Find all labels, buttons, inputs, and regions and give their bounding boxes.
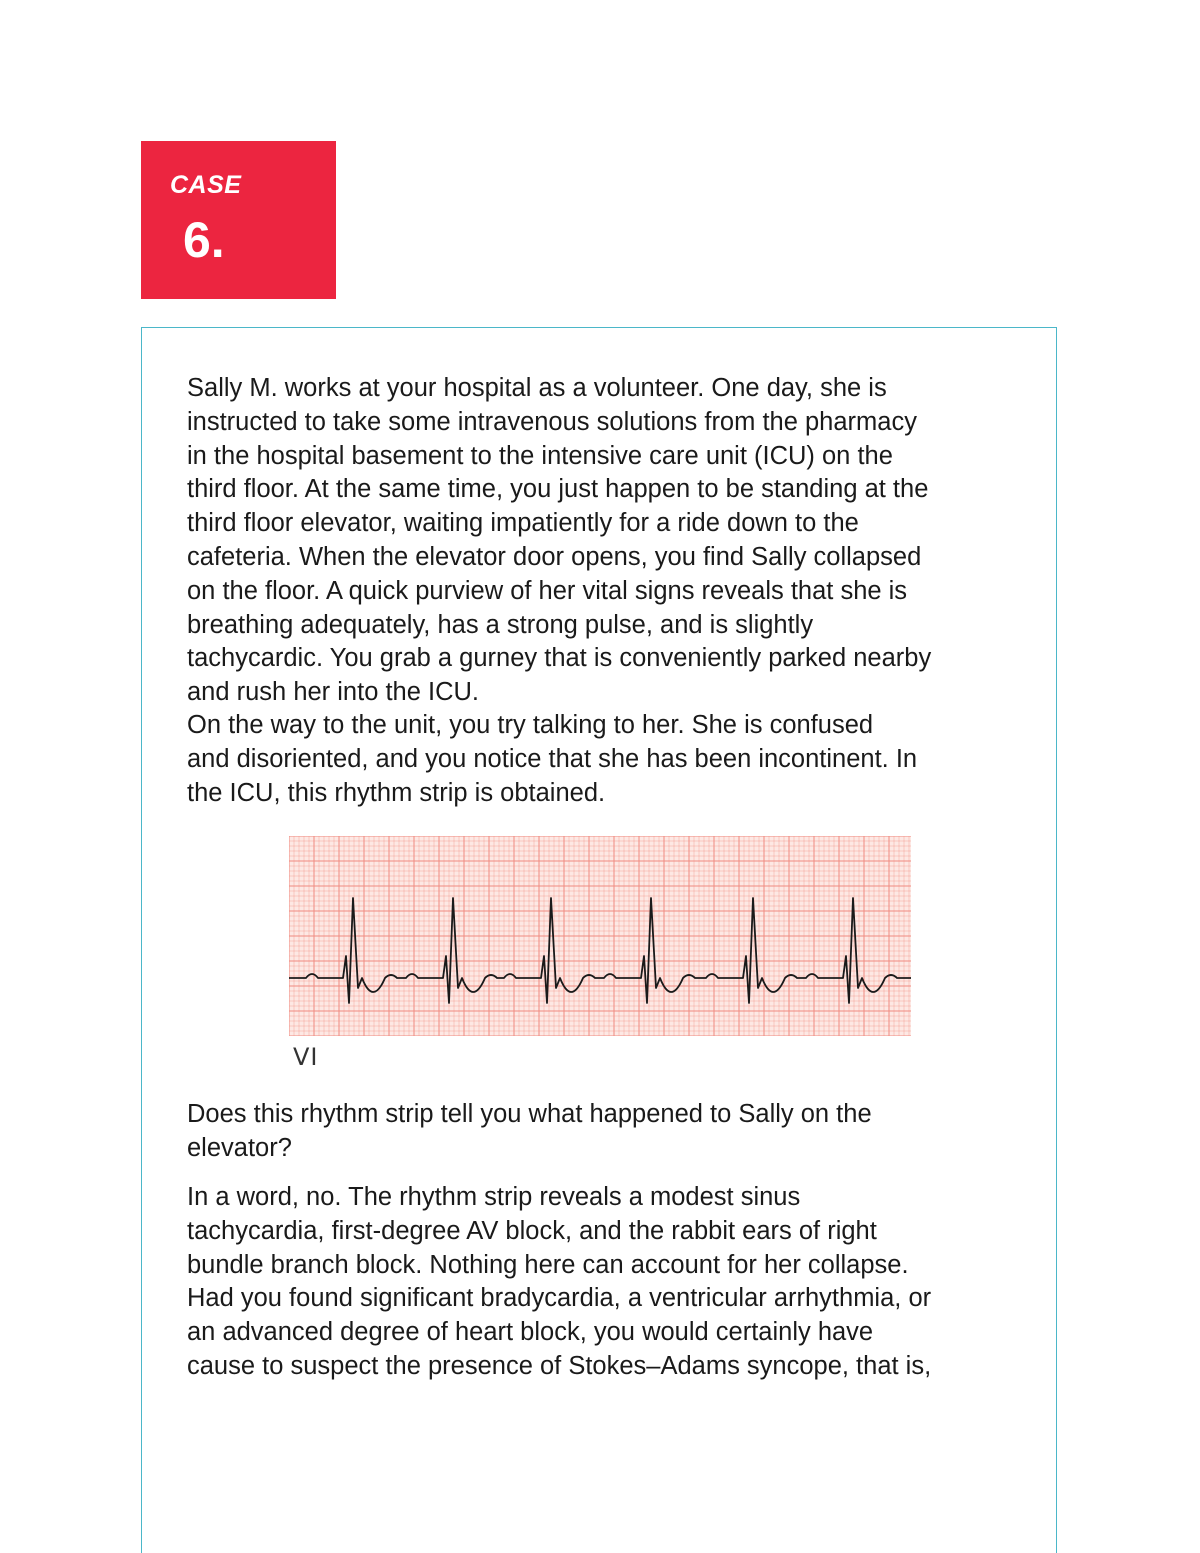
case-badge: [141, 141, 336, 299]
case-paragraph-icu: On the way to the unit, you try talking to her. She is confused and disoriented, and you notice that she has been incontinent. In the ICU, this rhythm strip is obtained.: [187, 711, 918, 807]
case-number: 6.: [183, 212, 225, 268]
rhythm-strip: [289, 836, 911, 1036]
case-content-box: [141, 327, 1057, 1553]
answer-paragraph: In a word, no. The rhythm strip reveals a modest sinus tachycardia, first-degree AV block, and the rabbit ears of right bundle branch block. Nothing here can account for her collapse. Had you found significant bradycardia, a ventricular arrhythmia, or an advanced degree of heart block, you would certainly have cause to suspect the presence of Stokes–Adams syncope, that is,: [187, 1183, 932, 1380]
strip-grid: [289, 836, 911, 1036]
rhythm-strip-graphic: [289, 836, 911, 1036]
lead-label: VI: [293, 1043, 319, 1071]
case-paragraph-intro: Sally M. works at your hospital as a volunteer. One day, she is instructed to take some intravenous solutions from the pharmacy in the hospital basement to the intensive care unit (ICU) on the third floor. At the same time, you just happen to be standing at the third floor elevator, waiting impatiently for a ride down to the cafeteria. When the elevator door opens, you find Sally collapsed on the floor. A quick purview of her vital signs reveals that she is breathing adequately, has a strong pulse, and is slightly tachycardic. You grab a gurney that is conveniently parked nearby and rush her into the ICU.: [187, 374, 932, 707]
question-paragraph: Does this rhythm strip tell you what happened to Sally on the elevator?: [187, 1100, 872, 1162]
case-label: CASE: [170, 171, 242, 199]
